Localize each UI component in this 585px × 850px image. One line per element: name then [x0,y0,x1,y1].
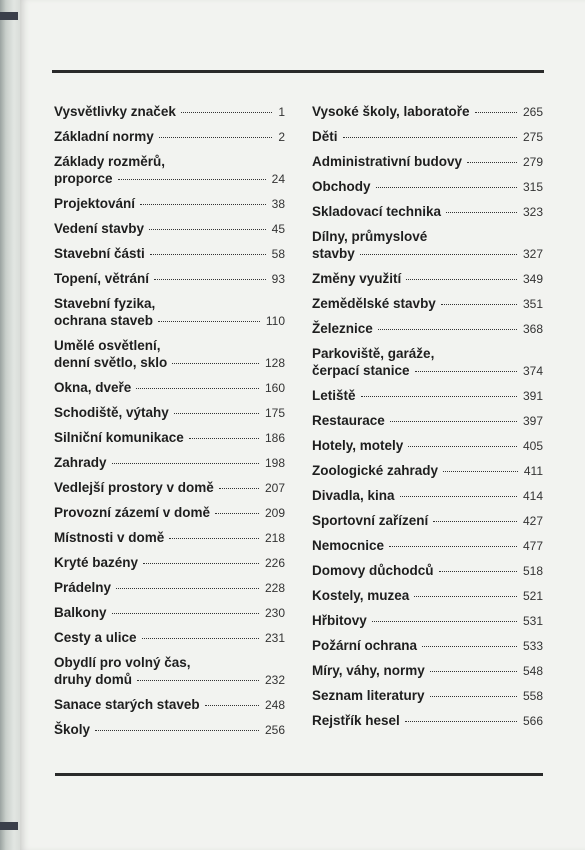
dot-leader [378,329,517,330]
dot-leader [414,596,517,597]
toc-entry-page-number: 93 [271,272,285,286]
toc-entry-page-number: 566 [522,714,543,728]
dot-leader [415,371,517,372]
toc-entry-page-number: 38 [271,197,285,211]
toc-entry-page-number: 207 [264,481,285,495]
toc-entry-title-line1: Dílny, průmyslové [312,229,428,244]
toc-entry[interactable] [312,712,543,730]
toc-entry[interactable] [312,662,543,680]
toc-entry-title: Zoologické zahrady [312,463,439,478]
toc-entry-page-number: 275 [522,130,543,144]
toc-entry-page-number: 209 [264,506,285,520]
toc-entry-title: Schodiště, výtahy [54,405,169,420]
toc-entry-page-number: 427 [522,514,543,528]
dot-leader [408,446,517,447]
dot-leader [361,396,517,397]
toc-entry[interactable] [54,529,285,547]
toc-entry[interactable] [54,479,285,497]
toc-entry-page-number: 231 [264,631,285,645]
toc-entry-title: Administrativní budovy [312,154,463,169]
dot-leader [372,621,517,622]
toc-entry-title: Okna, dveře [54,380,132,395]
dot-leader [475,112,517,113]
toc-entry[interactable] [312,387,543,405]
toc-entry-title-line1: Obydlí pro volný čas, [54,655,191,670]
toc-entry[interactable] [312,437,543,455]
toc-entry-page-number: 228 [264,581,285,595]
dot-leader [389,546,517,547]
toc-entry-page-number: 45 [271,222,285,236]
toc-entry[interactable] [54,654,285,689]
toc-entry-title: proporce [54,171,113,186]
toc-entry-page-number: 531 [522,614,543,628]
toc-entry-title: Vysvětlivky značek [54,104,176,119]
toc-entry[interactable] [54,245,285,263]
toc-entry-page-number: 256 [264,723,285,737]
toc-entry-page-number: 351 [522,297,543,311]
dot-leader [430,696,517,697]
toc-entry-page-number: 548 [522,664,543,678]
toc-entry[interactable] [54,504,285,522]
toc-entry-title: Silniční komunikace [54,430,184,445]
toc-entry-page-number: 1 [278,105,285,119]
dot-leader [443,471,518,472]
toc-entry-page-number: 374 [522,364,543,378]
toc-entry-page-number: 110 [265,314,285,328]
dot-leader [433,521,517,522]
toc-entry[interactable] [312,612,543,630]
page-edge-tab [0,822,18,830]
toc-entry-title: ochrana staveb [54,313,154,328]
toc-entry-title: Míry, váhy, normy [312,663,425,678]
toc-entry[interactable] [54,153,285,188]
toc-entry[interactable] [54,554,285,572]
dot-leader [360,254,517,255]
toc-entry-title-line1: Umělé osvětlení, [54,338,161,353]
toc-entry-title: Vedlejší prostory v domě [54,480,214,495]
dot-leader [405,721,517,722]
toc-entry-page-number: 186 [264,431,285,445]
toc-entry-page-number: 323 [522,205,543,219]
toc-entry-title: Balkony [54,605,107,620]
toc-entry-title: Zahrady [54,455,107,470]
toc-entry[interactable] [312,537,543,555]
toc-entry-title: Děti [312,129,338,144]
toc-entry[interactable] [54,220,285,238]
dot-leader [112,463,259,464]
toc-entry-title: Skladovací technika [312,204,442,219]
toc-entry-page-number: 24 [271,172,285,186]
dot-leader [219,488,259,489]
toc-entry-title: Železnice [312,321,373,336]
dot-leader [169,538,259,539]
toc-entry[interactable] [312,512,543,530]
toc-entry[interactable] [312,462,543,480]
toc-entry-title: Požární ochrana [312,638,418,653]
toc-entry-page-number: 175 [264,406,285,420]
toc-entry-title-line1: Parkoviště, garáže, [312,346,435,361]
dot-leader [149,229,266,230]
dot-leader [400,496,517,497]
toc-entry-page-number: 477 [522,539,543,553]
toc-entry-page-number: 414 [522,489,543,503]
dot-leader [467,162,517,163]
toc-entry-page-number: 128 [264,356,285,370]
toc-entry-page-number: 226 [264,556,285,570]
toc-entry-title-line1: Základy rozměrů, [54,154,166,169]
dot-leader [439,571,517,572]
toc-entry-page-number: 405 [522,439,543,453]
toc-entry-title: Provozní zázemí v domě [54,505,211,520]
toc-entry-title: druhy domů [54,672,132,687]
toc-entry-title: Zemědělské stavby [312,296,436,311]
toc-entry[interactable] [312,270,543,288]
toc-entry[interactable] [312,587,543,605]
toc-entry-page-number: 349 [522,272,543,286]
dot-leader [343,137,517,138]
dot-leader [95,730,259,731]
toc-entry-page-number: 518 [522,564,543,578]
toc-entry-page-number: 58 [271,247,285,261]
toc-entry[interactable] [54,696,285,714]
dot-leader [136,388,259,389]
toc-entry-title: Topení, větrání [54,271,150,286]
toc-entry-title: čerpací stanice [312,363,410,378]
toc-entry[interactable] [54,103,285,121]
toc-entry[interactable] [312,153,543,171]
dot-leader [205,705,259,706]
toc-entry-title: stavby [312,246,355,261]
dot-leader [430,671,517,672]
toc-entry-title: Místnosti v domě [54,530,165,545]
toc-entry[interactable] [54,195,285,213]
toc-entry-page-number: 391 [522,389,543,403]
toc-entry[interactable] [312,345,543,380]
toc-entry-title: Hotely, motely [312,438,404,453]
toc-entry[interactable] [54,128,285,146]
toc-entry-page-number: 265 [522,105,543,119]
toc-entry-page-number: 230 [264,606,285,620]
toc-entry-title: Letiště [312,388,356,403]
toc-entry[interactable] [54,721,285,739]
toc-entry-title: Rejstřík hesel [312,713,400,728]
toc-entry-title: Nemocnice [312,538,385,553]
toc-entry-title: Sportovní zařízení [312,513,429,528]
toc-entry[interactable] [312,562,543,580]
toc-entry-title: Základní normy [54,129,154,144]
toc-entry-page-number: 2 [278,130,285,144]
dot-leader [441,304,517,305]
dot-leader [215,513,259,514]
dot-leader [154,279,266,280]
toc-entry-title: Projektování [54,196,136,211]
dot-leader [189,438,259,439]
toc-entry-title: Kryté bazény [54,555,139,570]
toc-entry[interactable] [312,203,543,221]
toc-entry-page-number: 198 [264,456,285,470]
dot-leader [422,646,517,647]
dot-leader [112,613,259,614]
toc-entry-title: Hřbitovy [312,613,367,628]
toc-entry-title: Divadla, kina [312,488,395,503]
toc-entry[interactable] [54,429,285,447]
toc-entry[interactable] [54,379,285,397]
toc-entry[interactable] [312,295,543,313]
toc-entry-title: Domovy důchodců [312,563,434,578]
toc-entry[interactable] [54,337,285,372]
toc-entry-page-number: 368 [522,322,543,336]
toc-entry-page-number: 533 [522,639,543,653]
dot-leader [181,112,272,113]
toc-column-left [54,96,285,739]
toc-entry-title: Změny využití [312,271,402,286]
dot-leader [158,321,260,322]
toc-entry[interactable] [312,228,543,263]
toc-entry-page-number: 279 [522,155,543,169]
toc-entry-page-number: 327 [522,247,543,261]
toc-entry[interactable] [54,629,285,647]
toc-entry[interactable] [312,320,543,338]
toc-entry[interactable] [312,103,543,121]
toc-entry-page-number: 558 [522,689,543,703]
dot-leader [140,204,266,205]
toc-entry-page-number: 218 [264,531,285,545]
toc-entry-title: Vedení stavby [54,221,145,236]
dot-leader [137,680,259,681]
toc-entry-title: Obchody [312,179,371,194]
toc-entry[interactable] [54,454,285,472]
dot-leader [143,563,259,564]
toc-entry-page-number: 248 [264,698,285,712]
dot-leader [150,254,266,255]
top-rule [52,70,544,73]
toc-entry[interactable] [312,178,543,196]
page-edge-tab [0,12,18,20]
toc-entry-page-number: 411 [523,464,543,478]
toc-entry[interactable] [312,487,543,505]
toc-entry-title-line1: Stavební fyzika, [54,296,156,311]
toc-entry[interactable] [54,270,285,288]
toc-entry[interactable] [54,295,285,330]
toc-entry-title: Cesty a ulice [54,630,137,645]
toc-entry-title: Školy [54,722,91,737]
toc-entry-page-number: 160 [264,381,285,395]
dot-leader [118,179,266,180]
toc-entry-title: Restaurace [312,413,385,428]
dot-leader [406,279,517,280]
toc-entry-title: denní světlo, sklo [54,355,168,370]
dot-leader [172,363,259,364]
dot-leader [159,137,273,138]
toc-entry-page-number: 521 [522,589,543,603]
toc-entry[interactable] [312,128,543,146]
toc-entry-title: Kostely, muzea [312,588,410,603]
dot-leader [376,187,517,188]
dot-leader [142,638,259,639]
toc-entry[interactable] [312,637,543,655]
toc-entry-page-number: 232 [264,673,285,687]
toc-entry[interactable] [54,579,285,597]
dot-leader [446,212,517,213]
dot-leader [174,413,259,414]
toc-entry[interactable] [312,687,543,705]
toc-entry[interactable] [312,412,543,430]
toc-entry[interactable] [54,604,285,622]
bottom-rule [55,773,543,776]
dot-leader [390,421,517,422]
toc-entry-page-number: 397 [522,414,543,428]
book-spine [0,0,20,850]
toc-entry[interactable] [54,404,285,422]
toc-entry-title: Stavební části [54,246,145,261]
toc-entry-title: Prádelny [54,580,112,595]
toc-entry-title: Sanace starých staveb [54,697,200,712]
toc-entry-title: Vysoké školy, laboratoře [312,104,470,119]
toc-entry-page-number: 315 [522,180,543,194]
dot-leader [116,588,259,589]
toc-entry-title: Seznam literatury [312,688,425,703]
toc-column-right [312,96,543,730]
